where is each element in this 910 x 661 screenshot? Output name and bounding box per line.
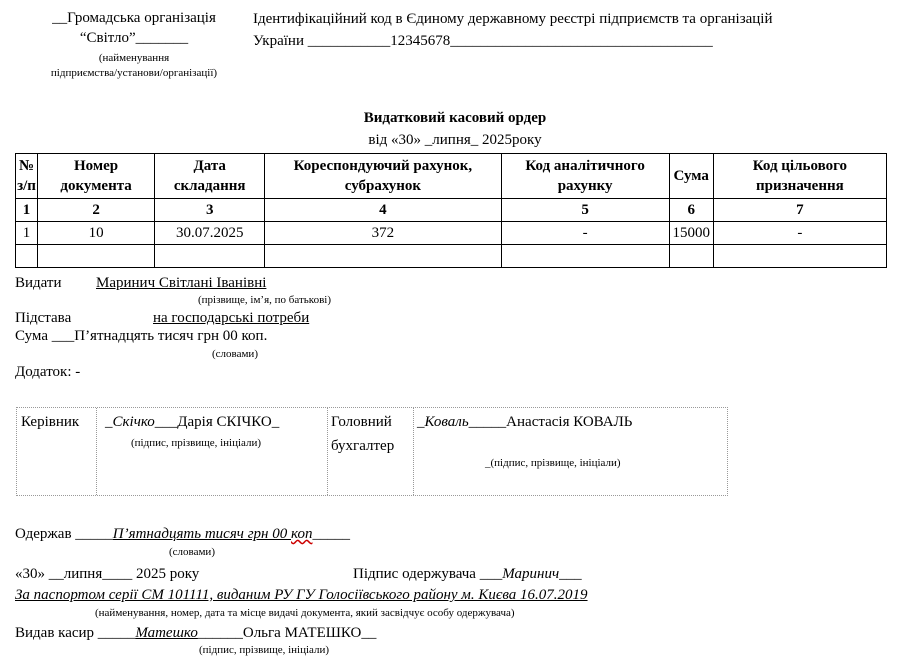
organization-note-line-1: (найменування — [98, 52, 170, 64]
head-name: ___Дарія СКІЧКО_ — [154, 414, 280, 430]
identification-code-block — [253, 8, 773, 52]
empty-cell[interactable] — [501, 245, 669, 268]
table-header-row — [16, 154, 887, 199]
header-cell-account: Кореспондуючий рахунок, субрахунок — [265, 154, 501, 199]
passport-details[interactable]: За паспортом серії СМ 101111, виданим РУ ГУ Голосіївського району м. Києва 16.07.2019 — [15, 587, 588, 603]
received-value — [113, 526, 313, 542]
accountant-label-2: бухгалтер — [331, 438, 395, 454]
accountant-label-1: Головний — [331, 414, 392, 430]
identification-prefix: України ___________ — [253, 33, 391, 49]
cashier-note: (підпис, прізвище, ініціали) — [199, 644, 330, 656]
organization-note-line-2: підприємства/установи/організації) — [50, 67, 218, 79]
number-cell: 3 — [155, 199, 265, 222]
identification-code: 12345678 — [390, 33, 451, 49]
header-cell-analytic-code: Код аналітичного рахунку — [501, 154, 669, 199]
row-cell-date[interactable]: 30.07.2025 — [155, 222, 265, 245]
row-cell-purpose-code[interactable]: - — [713, 222, 886, 245]
number-cell: 4 — [265, 199, 501, 222]
received-value-main: П’ятнадцять тисяч грн 00 — [112, 526, 291, 542]
number-cell: 2 — [38, 199, 155, 222]
recipient-signature-text: Маринич — [502, 566, 560, 582]
accountant-signature[interactable] — [417, 414, 632, 431]
attachment: Додаток: - — [15, 364, 81, 380]
received-label: Одержав _____ — [15, 526, 113, 542]
cashier-line[interactable] — [15, 625, 376, 642]
empty-cell[interactable] — [155, 245, 265, 268]
received-note: (словами) — [169, 546, 215, 558]
accountant-name: _____Анастасія КОВАЛЬ — [468, 414, 633, 430]
document-title: Видатковий касовий ордер — [363, 110, 547, 126]
signature-divider — [413, 408, 414, 495]
head-label: Керівник — [21, 414, 80, 430]
identification-label: Ідентифікаційний код в Єдиному державному реєстрі підприємств та організацій — [253, 11, 773, 27]
accountant-signature-text: Коваль — [424, 414, 469, 430]
signature-divider — [96, 408, 97, 495]
accountant-note: _(підпис, прізвище, ініціали) — [485, 457, 621, 469]
signature-divider — [327, 408, 328, 495]
header-cell-doc-number: Номер документа — [38, 154, 155, 199]
document-date: від «30» _липня_ 2025року — [368, 132, 542, 148]
number-cell: 7 — [713, 199, 886, 222]
table-row — [16, 222, 887, 245]
header-cell-number: № з/п — [16, 154, 38, 199]
empty-cell[interactable] — [669, 245, 713, 268]
number-cell: 5 — [501, 199, 669, 222]
row-cell-sum[interactable]: 15000 — [669, 222, 713, 245]
head-note: (підпис, прізвище, ініціали) — [131, 437, 262, 449]
head-signature-text: Скічко — [112, 414, 155, 430]
cashier-label: Видав касир _____ — [15, 625, 136, 641]
recipient-signature-suffix: ___ — [559, 566, 582, 582]
organization-line-2: “Світло”_______ — [79, 30, 189, 46]
organization-name — [18, 8, 250, 48]
row-cell-account[interactable]: 372 — [265, 222, 501, 245]
identification-line-2 — [253, 30, 773, 52]
recipient-signature[interactable] — [353, 566, 582, 583]
passport-note: (найменування, номер, дата та місце видачі документа, який засвідчує особу одержувача) — [95, 607, 515, 619]
row-cell-number[interactable]: 1 — [16, 222, 38, 245]
empty-cell[interactable] — [38, 245, 155, 268]
basis-label: Підстава — [15, 310, 72, 326]
cashier-signature: Матешко — [135, 625, 198, 641]
issue-recipient[interactable]: Маринич Світлані Іванівні — [96, 275, 267, 291]
accountant-signature-prefix: _ — [417, 414, 425, 430]
cashier-name: ______Ольга МАТЕШКО__ — [197, 625, 377, 641]
header-cell-purpose-code: Код цільового призначення — [713, 154, 886, 199]
receipt-date[interactable]: «30» __липня____ 2025 року — [15, 566, 200, 582]
row-cell-doc-number[interactable]: 10 — [38, 222, 155, 245]
empty-cell[interactable] — [713, 245, 886, 268]
issue-note: (прізвище, ім’я, по батькові) — [198, 294, 331, 306]
empty-cell[interactable] — [265, 245, 501, 268]
received-value-tail: коп — [291, 526, 313, 542]
header-cell-sum: Сума — [669, 154, 713, 199]
number-cell: 1 — [16, 199, 38, 222]
received-suffix: _____ — [312, 526, 350, 542]
recipient-signature-label: Підпис одержувача ___ — [353, 566, 503, 582]
sum-in-words[interactable]: Сума ___П’ятнадцять тисяч грн 00 коп. — [15, 328, 268, 344]
row-cell-analytic-code[interactable]: - — [501, 222, 669, 245]
issue-label: Видати — [15, 275, 62, 291]
table-number-row — [16, 199, 887, 222]
order-table — [15, 153, 887, 268]
head-signature[interactable] — [105, 414, 279, 431]
table-row-empty — [16, 245, 887, 268]
head-signature-prefix: _ — [105, 414, 113, 430]
basis-value[interactable]: на господарські потреби — [153, 310, 310, 326]
organization-line-1: __Громадська організація — [52, 10, 216, 26]
identification-suffix: ___________________________________ — [450, 33, 713, 49]
organization-note — [18, 51, 250, 81]
signature-box — [16, 407, 728, 496]
received-line[interactable] — [15, 526, 350, 543]
empty-cell[interactable] — [16, 245, 38, 268]
sum-note: (словами) — [212, 348, 258, 360]
header-cell-date: Дата складання — [155, 154, 265, 199]
number-cell: 6 — [669, 199, 713, 222]
